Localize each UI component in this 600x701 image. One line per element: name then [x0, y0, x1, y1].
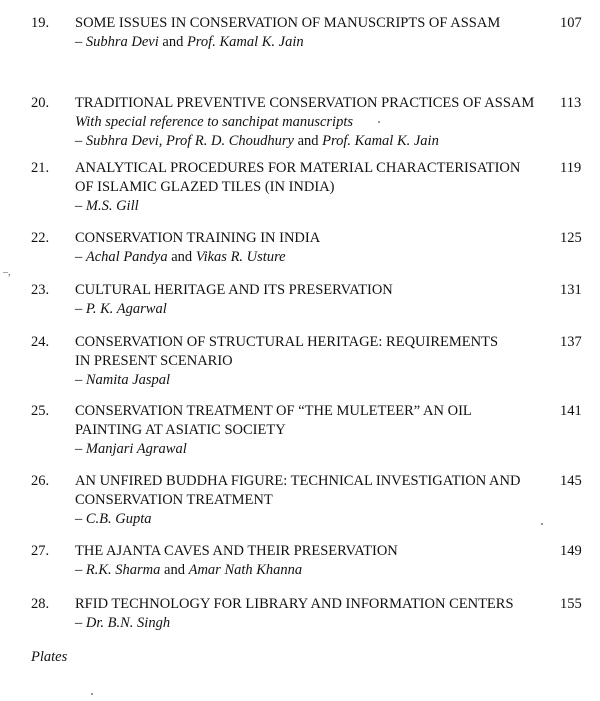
scan-speck	[541, 523, 543, 525]
entry-authors	[75, 440, 560, 459]
entry-title-line: CONSERVATION TRAINING IN INDIA	[75, 230, 321, 246]
entry-body	[75, 94, 560, 151]
entry-number: 20.	[31, 95, 50, 111]
entry-page-number: 119	[560, 160, 582, 176]
entry-title-line: SOME ISSUES IN CONSERVATION OF MANUSCRIPTS OF ASSAM	[75, 15, 501, 31]
author-conjunction: and	[158, 34, 187, 50]
entry-page-number: 125	[560, 230, 582, 246]
author-dash: –	[75, 441, 86, 457]
author-name: R.K. Sharma	[85, 562, 161, 578]
author-dash: –	[75, 301, 86, 317]
entry-authors	[75, 371, 560, 390]
entry-page-number: 155	[560, 596, 582, 612]
entry-title-line: AN UNFIRED BUDDHA FIGURE: TECHNICAL INVESTIGATION AND	[75, 473, 521, 489]
entry-page-number: 145	[560, 473, 582, 489]
author-name: P. K. Agarwal	[85, 301, 167, 317]
entry-title-line: IN PRESENT SCENARIO	[75, 353, 233, 369]
entry-body	[75, 595, 560, 633]
entry-body	[75, 333, 560, 390]
author-dash: –	[75, 249, 86, 265]
entry-number: 22.	[31, 230, 50, 246]
author-dash: –	[75, 615, 86, 631]
entry-subtitle: With special reference to sanchipat manuscripts	[75, 114, 354, 130]
entry-page-number: 141	[560, 403, 582, 419]
entry-number: 19.	[31, 15, 50, 31]
author-conjunction: and	[160, 562, 189, 578]
entry-body	[75, 402, 560, 459]
author-dash: –	[75, 562, 86, 578]
author-conjunction: and	[167, 249, 196, 265]
entry-title-line: RFID TECHNOLOGY FOR LIBRARY AND INFORMATION CENTERS	[75, 596, 514, 612]
entry-authors	[75, 300, 560, 319]
margin-mark: –,	[3, 267, 11, 278]
entry-body	[75, 542, 560, 580]
author-dash: –	[75, 133, 86, 149]
entry-body	[75, 472, 560, 529]
author-dash: –	[75, 511, 86, 527]
entry-authors	[75, 510, 560, 529]
entry-authors	[75, 614, 560, 633]
author-dash: –	[75, 198, 86, 214]
author-name: Dr. B.N. Singh	[85, 615, 171, 631]
entry-number: 28.	[31, 596, 50, 612]
entry-title-line: CONSERVATION TREATMENT	[75, 492, 273, 508]
entry-title-line: CONSERVATION OF STRUCTURAL HERITAGE: REQUIREMENTS	[75, 334, 499, 350]
entry-body	[75, 14, 560, 52]
entry-authors	[75, 197, 560, 216]
author-name: C.B. Gupta	[85, 511, 152, 527]
author-dash: –	[75, 34, 86, 50]
entry-authors	[75, 561, 560, 580]
entry-title-line: OF ISLAMIC GLAZED TILES (IN INDIA)	[75, 179, 335, 195]
entry-title-line: CONSERVATION TREATMENT OF “THE MULETEER” AN OIL	[75, 403, 472, 419]
author-dash: –	[75, 372, 86, 388]
author-name: Prof. Kamal K. Jain	[322, 133, 439, 149]
author-name: M.S. Gill	[85, 198, 139, 214]
entry-number: 24.	[31, 334, 50, 350]
plates-label: Plates	[31, 649, 68, 665]
author-name: Vikas R. Usture	[195, 249, 286, 265]
entry-title-line: THE AJANTA CAVES AND THEIR PRESERVATION	[75, 543, 398, 559]
entry-page-number: 149	[560, 543, 582, 559]
author-name: Manjari Agrawal	[85, 441, 187, 457]
entry-title-line: TRADITIONAL PREVENTIVE CONSERVATION PRACTICES OF ASSAM	[75, 95, 535, 111]
author-name: Achal Pandya	[85, 249, 168, 265]
scan-speck	[91, 693, 93, 695]
entry-title-line: CULTURAL HERITAGE AND ITS PRESERVATION	[75, 282, 393, 298]
scan-speck	[378, 121, 380, 123]
author-name: Prof. Kamal K. Jain	[186, 34, 304, 50]
entry-authors	[75, 33, 560, 52]
author-name: Amar Nath Khanna	[188, 562, 303, 578]
entry-page-number: 137	[560, 334, 582, 350]
entry-authors	[75, 132, 560, 151]
entry-body	[75, 281, 560, 319]
author-conjunction: and	[293, 133, 323, 149]
entry-number: 21.	[31, 160, 50, 176]
entry-page-number: 131	[560, 282, 582, 298]
entry-number: 25.	[31, 403, 50, 419]
entry-page-number: 113	[560, 95, 582, 111]
entry-authors	[75, 248, 560, 267]
entry-body	[75, 159, 560, 216]
entry-number: 23.	[31, 282, 50, 298]
author-name: Subhra Devi	[85, 34, 159, 50]
entry-number: 26.	[31, 473, 50, 489]
entry-body	[75, 229, 560, 267]
author-name: Namita Jaspal	[85, 372, 171, 388]
entry-title-line: ANALYTICAL PROCEDURES FOR MATERIAL CHARACTERISATION	[75, 160, 521, 176]
entry-number: 27.	[31, 543, 50, 559]
author-name: Subhra Devi, Prof R. D. Choudhury	[85, 133, 294, 149]
entry-title-line: PAINTING AT ASIATIC SOCIETY	[75, 422, 286, 438]
entry-page-number: 107	[560, 15, 582, 31]
